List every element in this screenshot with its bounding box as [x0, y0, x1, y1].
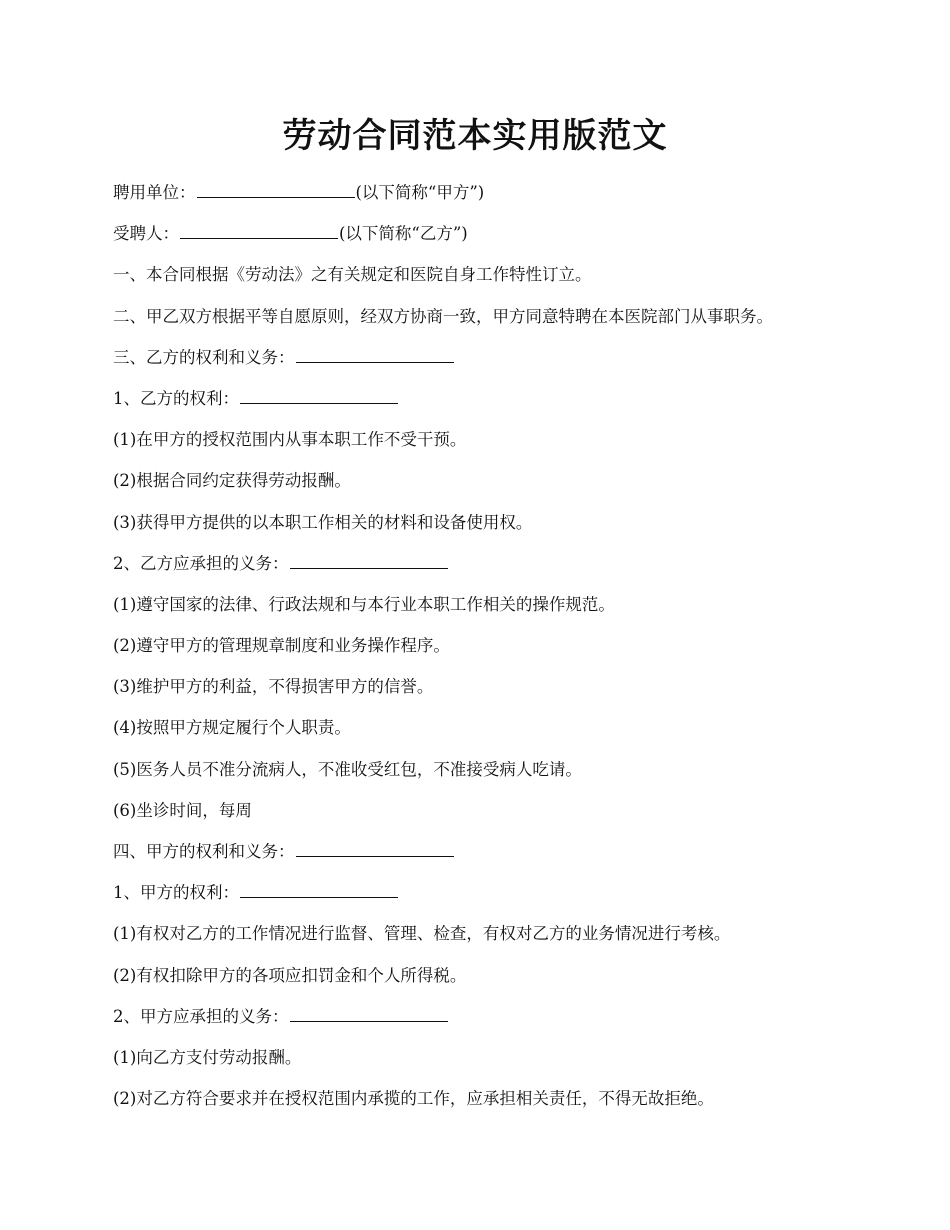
document-title: 劳动合同范本实用版范文 [282, 116, 668, 156]
section-4-1-blank[interactable] [240, 879, 398, 898]
list-item: (3)获得甲方提供的以本职工作相关的材料和设备使用权。 [113, 512, 533, 532]
section-3-1-heading-text: 1、乙方的权利： [113, 388, 239, 408]
section-4-heading [113, 837, 873, 878]
employee-label: 受聘人： [113, 224, 179, 244]
list-item: (4)按照甲方规定履行个人职责。 [113, 718, 351, 738]
list-item: (6)坐诊时间，每周 [113, 800, 252, 820]
list-item: (2)遵守甲方的管理规章制度和业务操作程序。 [113, 636, 450, 656]
section-4-heading-text: 四、甲方的权利和义务： [113, 842, 295, 861]
section-3-blank[interactable] [296, 344, 454, 363]
section-4-2-heading-text: 2、甲方应承担的义务： [113, 1006, 289, 1026]
clause-2: 二、甲乙双方根据平等自愿原则，经双方协商一致，甲方同意特聘在本医院部门从事职务。 [113, 306, 773, 326]
list-item: (1)有权对乙方的工作情况进行监督、管理、检查，有权对乙方的业务情况进行考核。 [113, 924, 731, 944]
employee-blank[interactable] [180, 220, 338, 239]
employer-blank[interactable] [197, 179, 355, 198]
list-item: (2)根据合同约定获得劳动报酬。 [113, 471, 351, 491]
section-3-heading-text: 三、乙方的权利和义务： [113, 347, 295, 367]
list-item: (1)遵守国家的法律、行政法规和与本行业本职工作相关的操作规范。 [113, 594, 615, 614]
section-4-blank[interactable] [296, 838, 454, 857]
section-4-2-blank[interactable] [290, 1003, 448, 1022]
employer-field [113, 178, 873, 219]
section-3-2-blank[interactable] [290, 550, 448, 569]
employee-field [113, 219, 873, 260]
list-item: (1)向乙方支付劳动报酬。 [113, 1047, 302, 1067]
employer-label: 聘用单位： [113, 183, 196, 202]
clause-1: 一、本合同根据《劳动法》之有关规定和医院自身工作特性订立。 [113, 265, 592, 285]
section-3-2-heading-text: 2、乙方应承担的义务： [113, 553, 289, 573]
section-3-heading [113, 343, 873, 384]
document-body [113, 178, 873, 1125]
section-4-2-heading [113, 1002, 873, 1043]
list-item: (5)医务人员不准分流病人，不准收受红包，不准接受病人吃请。 [113, 759, 582, 779]
section-3-2-heading [113, 549, 873, 590]
employer-suffix: (以下简称“甲方”) [355, 183, 485, 202]
list-item: (2)有权扣除甲方的各项应扣罚金和个人所得税。 [113, 965, 467, 985]
section-3-1-blank[interactable] [240, 385, 398, 404]
section-4-1-heading [113, 878, 873, 919]
list-item: (1)在甲方的授权范围内从事本职工作不受干预。 [113, 430, 467, 450]
list-item: (2)对乙方符合要求并在授权范围内承揽的工作，应承担相关责任，不得无故拒绝。 [113, 1089, 714, 1109]
employee-suffix: (以下简称“乙方”) [339, 224, 468, 244]
section-4-1-heading-text: 1、甲方的权利： [113, 883, 239, 903]
list-item: (3)维护甲方的利益，不得损害甲方的信誉。 [113, 677, 434, 697]
section-3-1-heading [113, 384, 873, 425]
